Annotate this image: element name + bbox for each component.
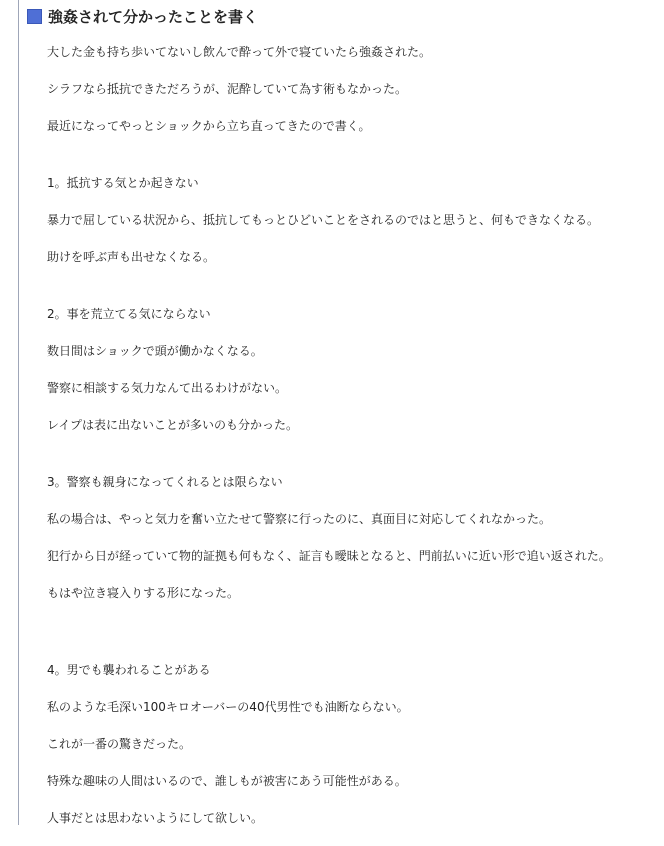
section-heading: 2。事を荒立てる気にならない xyxy=(47,307,211,321)
section-line: 私のような毛深い100キロオーバーの40代男性でも油断ならない。 xyxy=(47,700,409,714)
article-title: 強姦されて分かったことを書く xyxy=(48,7,259,26)
section-gap xyxy=(47,453,647,473)
section-line: レイプは表に出ないことが多いのも分かった。 xyxy=(47,418,299,432)
section-line: 数日間はショックで頭が働かなくなる。 xyxy=(47,344,263,358)
left-border-rule xyxy=(18,0,19,825)
section-line: 特殊な趣味の人間はいるので、誰しもが被害にあう可能性がある。 xyxy=(47,774,407,788)
article-header xyxy=(27,6,258,26)
section-line: 暴力で屈している状況から、抵抗してもっとひどいことをされるのではと思うと、何もできなくなる。 xyxy=(47,213,600,227)
intro-line: 大した金も持ち歩いてないし飲んで酔って外で寝ていたら強姦された。 xyxy=(47,45,432,59)
section-line: もはや泣き寝入りする形になった。 xyxy=(47,586,240,600)
article-body xyxy=(47,43,647,846)
section-line: 助けを呼ぶ声も出せなくなる。 xyxy=(47,250,216,264)
section-gap xyxy=(47,621,647,661)
section-line: 犯行から日が経っていて物的証拠も何もなく、証言も曖昧となると、門前払いに近い形で追い返された。 xyxy=(47,549,611,563)
section-heading: 1。抵抗する気とか起きない xyxy=(47,176,199,190)
section-line: 私の場合は、やっと気力を奮い立たせて警察に行ったのに、真面目に対応してくれなかった。 xyxy=(47,512,552,526)
section-heading: 4。男でも襲われることがある xyxy=(47,663,211,677)
intro-line: シラフなら抵抗できただろうが、泥酔していて為す術もなかった。 xyxy=(47,82,408,96)
section-gap xyxy=(47,285,647,305)
title-square-icon xyxy=(27,9,42,24)
intro-line: 最近になってやっとショックから立ち直ってきたので書く。 xyxy=(47,119,371,133)
section-line: これが一番の驚きだった。 xyxy=(47,737,192,751)
section-heading: 3。警察も親身になってくれるとは限らない xyxy=(47,475,283,489)
section-gap xyxy=(47,154,647,174)
section-line: 人事だとは思わないようにして欲しい。 xyxy=(47,811,264,825)
section-line: 警察に相談する気力なんて出るわけがない。 xyxy=(47,381,288,395)
